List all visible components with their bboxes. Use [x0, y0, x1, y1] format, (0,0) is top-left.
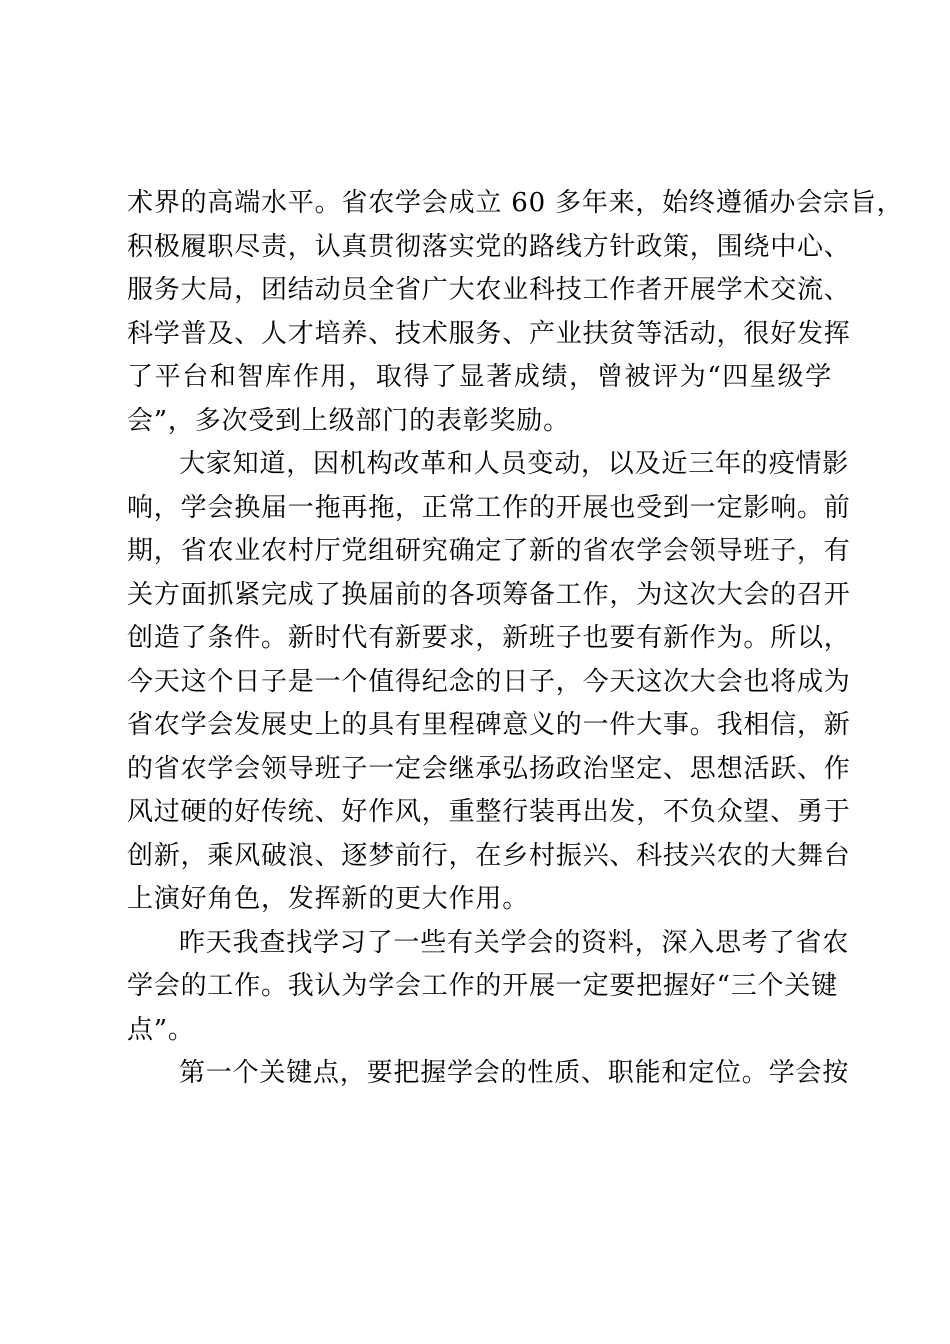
- paragraph-1-line-5: 了平台和智库作用，取得了显著成绩，曾被评为“四星级学: [127, 362, 832, 392]
- paragraph-2-line-1: 大家知道，因机构改革和人员变动，以及近三年的疫情影: [179, 449, 850, 479]
- paragraph-2-line-6: 今天这个日子是一个值得纪念的日子，今天这次大会也将成为: [127, 666, 851, 697]
- paragraph-1-line-2: 积极履职尽责，认真贯彻落实党的路线方针政策，围绕中心、: [127, 231, 851, 262]
- document-body: [127, 182, 904, 1096]
- paragraph-2-line-8: 的省农学会领导班子一定会继承弘扬政治坚定、思想活跃、作: [127, 753, 851, 784]
- paragraph-1-line-1: 术界的高端水平。省农学会成立 60 多年来，始终遵循办会宗旨，: [127, 188, 904, 218]
- paragraph-2-line-9: 风过硬的好传统、好作风，重整行装再出发，不负众望、勇于: [127, 797, 851, 827]
- paragraph-2-line-7: 省农学会发展史上的具有里程碑意义的一件大事。我相信，新: [127, 710, 851, 740]
- paragraph-2-line-4: 关方面抓紧完成了换届前的各项筹备工作，为这次大会的召开: [127, 579, 851, 610]
- paragraph-2-line-3: 期，省农业农村厅党组研究确定了新的省农学会领导班子，有: [127, 536, 851, 566]
- paragraph-1-line-6: 会”，多次受到上级部门的表彰奖励。: [127, 405, 570, 436]
- paragraph-1-line-4: 科学普及、人才培养、技术服务、产业扶贫等活动，很好发挥: [127, 318, 851, 349]
- paragraph-1-line-3: 服务大局，团结动员全省广大农业科技工作者开展学术交流、: [127, 275, 851, 305]
- paragraph-3-line-3: 点”。: [127, 1014, 195, 1045]
- paragraph-2-line-10: 创新，乘风破浪、逐梦前行，在乡村振兴、科技兴农的大舞台: [127, 840, 851, 871]
- paragraph-3-line-2: 学会的工作。我认为学会工作的开展一定要把握好“三个关键: [127, 971, 838, 1001]
- paragraph-2-line-2: 响，学会换届一拖再拖，正常工作的开展也受到一定影响。前: [127, 492, 851, 523]
- paragraph-3-line-1: 昨天我查找学习了一些有关学会的资料，深入思考了省农: [179, 927, 850, 958]
- paragraph-4-line-1: 第一个关键点，要把握学会的性质、职能和定位。学会按: [179, 1058, 850, 1088]
- paragraph-2-line-5: 创造了条件。新时代有新要求，新班子也要有新作为。所以，: [127, 623, 851, 653]
- paragraph-2-line-11: 上演好角色，发挥新的更大作用。: [127, 884, 530, 914]
